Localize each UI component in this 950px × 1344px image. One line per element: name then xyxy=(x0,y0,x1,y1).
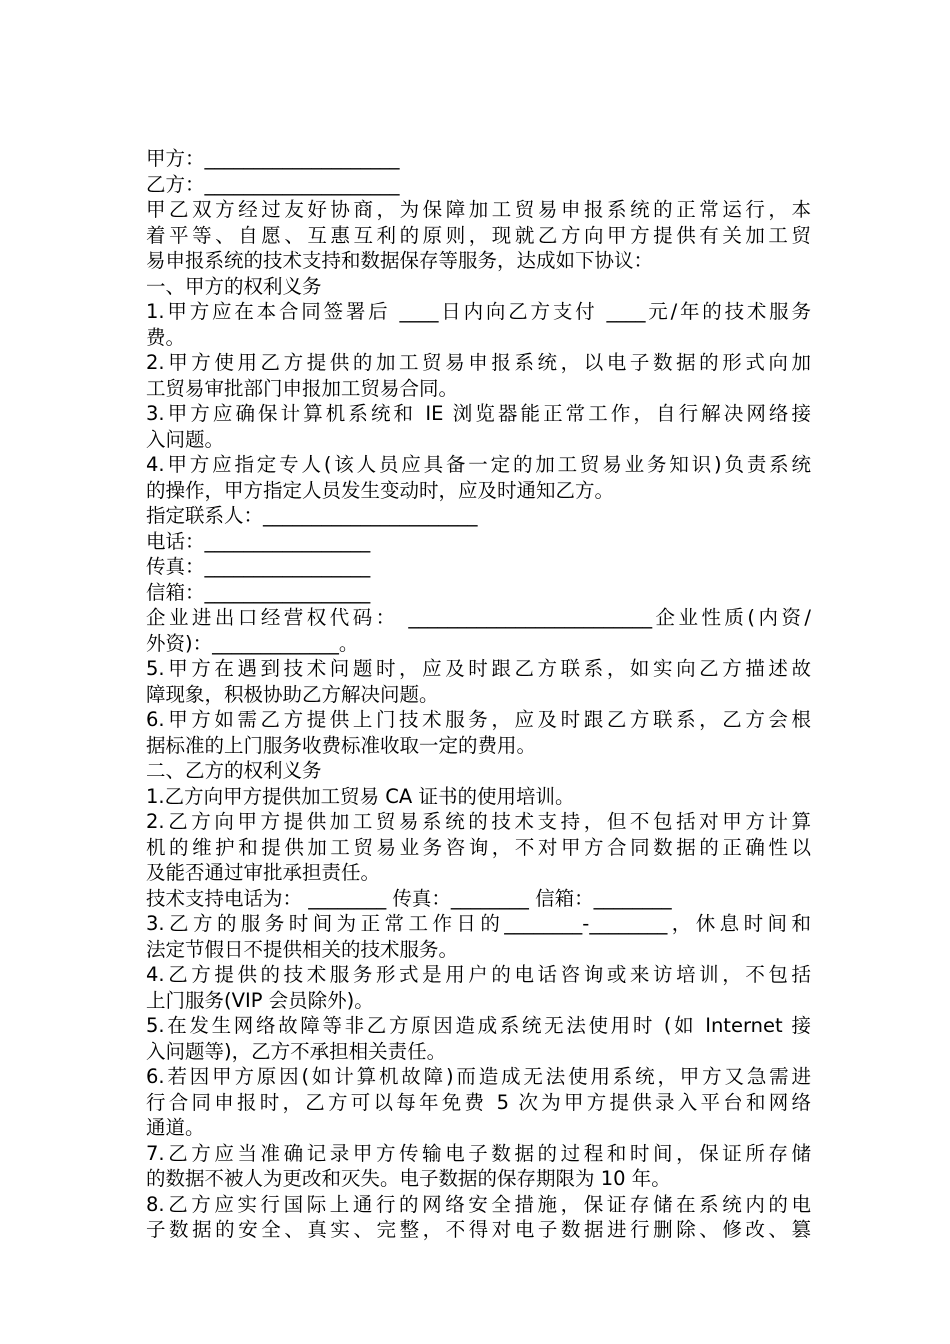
clause-line: 法定节假日不提供相关的技术服务。 xyxy=(146,937,459,961)
section-heading-party-a: 一、甲方的权利义务 xyxy=(146,274,322,298)
clause-line: 据标准的上门服务收费标准收取一定的费用。 xyxy=(146,733,537,757)
clause-line: 3.甲方应确保计算机系统和 IE 浏览器能正常工作，自行解决网络接 xyxy=(146,402,811,425)
clause-line: 费。 xyxy=(146,325,186,349)
clause-line: 入问题等)，乙方不承担相关责任。 xyxy=(146,1039,447,1063)
clause-line: 5.在发生网络故障等非乙方原因造成系统无法使用时 (如 Internet 接 xyxy=(146,1014,811,1037)
clause-line: 机的维护和提供加工贸易业务咨询，不对甲方合同数据的正确性以 xyxy=(146,835,811,859)
phone-field: 电话：_________________ xyxy=(146,529,371,553)
clause-line: 障现象，积极协助乙方解决问题。 xyxy=(146,682,439,706)
clause-line: 3.乙方的服务时间为正常工作日的________-________，休息时间和 xyxy=(146,912,811,935)
clause-line: 工贸易审批部门申报加工贸易合同。 xyxy=(146,376,459,400)
contact-person-field: 指定联系人：______________________ xyxy=(146,504,478,527)
clause-line: 2.甲方使用乙方提供的加工贸易申报系统，以电子数据的形式向加 xyxy=(146,351,811,374)
clause-line: 7.乙方应当准确记录甲方传输电子数据的过程和时间，保证所存储 xyxy=(146,1141,811,1165)
clause-line: 1.甲方应在本合同签署后 ____日内向乙方支付 ____元/年的技术服务 xyxy=(146,300,811,323)
clause-line: 1.乙方向甲方提供加工贸易 CA 证书的使用培训。 xyxy=(146,784,575,808)
clause-line: 子数据的安全、真实、完整，不得对电子数据进行删除、修改、篡 xyxy=(146,1218,811,1241)
clause-line: 上门服务(VIP 会员除外)。 xyxy=(146,988,374,1012)
party-a-line: 甲方：____________________ xyxy=(146,147,400,170)
clause-line: 5.甲方在遇到技术问题时，应及时跟乙方联系，如实向乙方描述故 xyxy=(146,657,811,680)
clause-line: 的操作，甲方指定人员发生变动时，应及时通知乙方。 xyxy=(146,478,615,502)
clause-line: 行合同申报时，乙方可以每年免费 5 次为甲方提供录入平台和网络 xyxy=(146,1090,811,1114)
clause-line: 入问题。 xyxy=(146,427,225,451)
clause-line: 4.甲方应指定专人(该人员应具备一定的加工贸易业务知识)负责系统 xyxy=(146,453,811,476)
clause-line: 8.乙方应实行国际上通行的网络安全措施，保证存储在系统内的电 xyxy=(146,1192,811,1216)
clause-line: 2.乙方向甲方提供加工贸易系统的技术支持，但不包括对甲方计算 xyxy=(146,810,811,833)
contract-document xyxy=(146,146,811,1243)
preamble-line: 甲乙双方经过友好协商，为保障加工贸易申报系统的正常运行，本 xyxy=(146,198,811,221)
clause-line: 的数据不被人为更改和灭失。电子数据的保存期限为 10 年。 xyxy=(146,1167,671,1190)
clause-line: 4.乙方提供的技术服务形式是用户的电话咨询或来访培训，不包括 xyxy=(146,963,811,986)
section-heading-party-b: 二、乙方的权利义务 xyxy=(146,759,322,782)
trade-code-field: 企业进出口经营权代码： _________________________企业性质(内资/ xyxy=(146,606,811,629)
clause-line: 6.若因甲方原因(如计算机故障)而造成无法使用系统，甲方又急需进 xyxy=(146,1065,811,1088)
enterprise-type-field: 外资)：_____________。 xyxy=(146,631,359,655)
clause-line: 通道。 xyxy=(146,1116,205,1139)
fax-field: 传真：_________________ xyxy=(146,555,371,578)
preamble-line: 易申报系统的技术支持和数据保存等服务，达成如下协议： xyxy=(146,249,654,272)
tech-support-contact-line: 技术支持电话为： ________ 传真：________ 信箱：________ xyxy=(146,886,672,910)
party-b-line: 乙方：____________________ xyxy=(146,172,400,196)
clause-line: 6.甲方如需乙方提供上门技术服务，应及时跟乙方联系，乙方会根 xyxy=(146,708,811,731)
mailbox-field: 信箱：_________________ xyxy=(146,580,371,604)
preamble-line: 着平等、自愿、互惠互利的原则，现就乙方向甲方提供有关加工贸 xyxy=(146,223,811,247)
clause-line: 及能否通过审批承担责任。 xyxy=(146,861,381,884)
